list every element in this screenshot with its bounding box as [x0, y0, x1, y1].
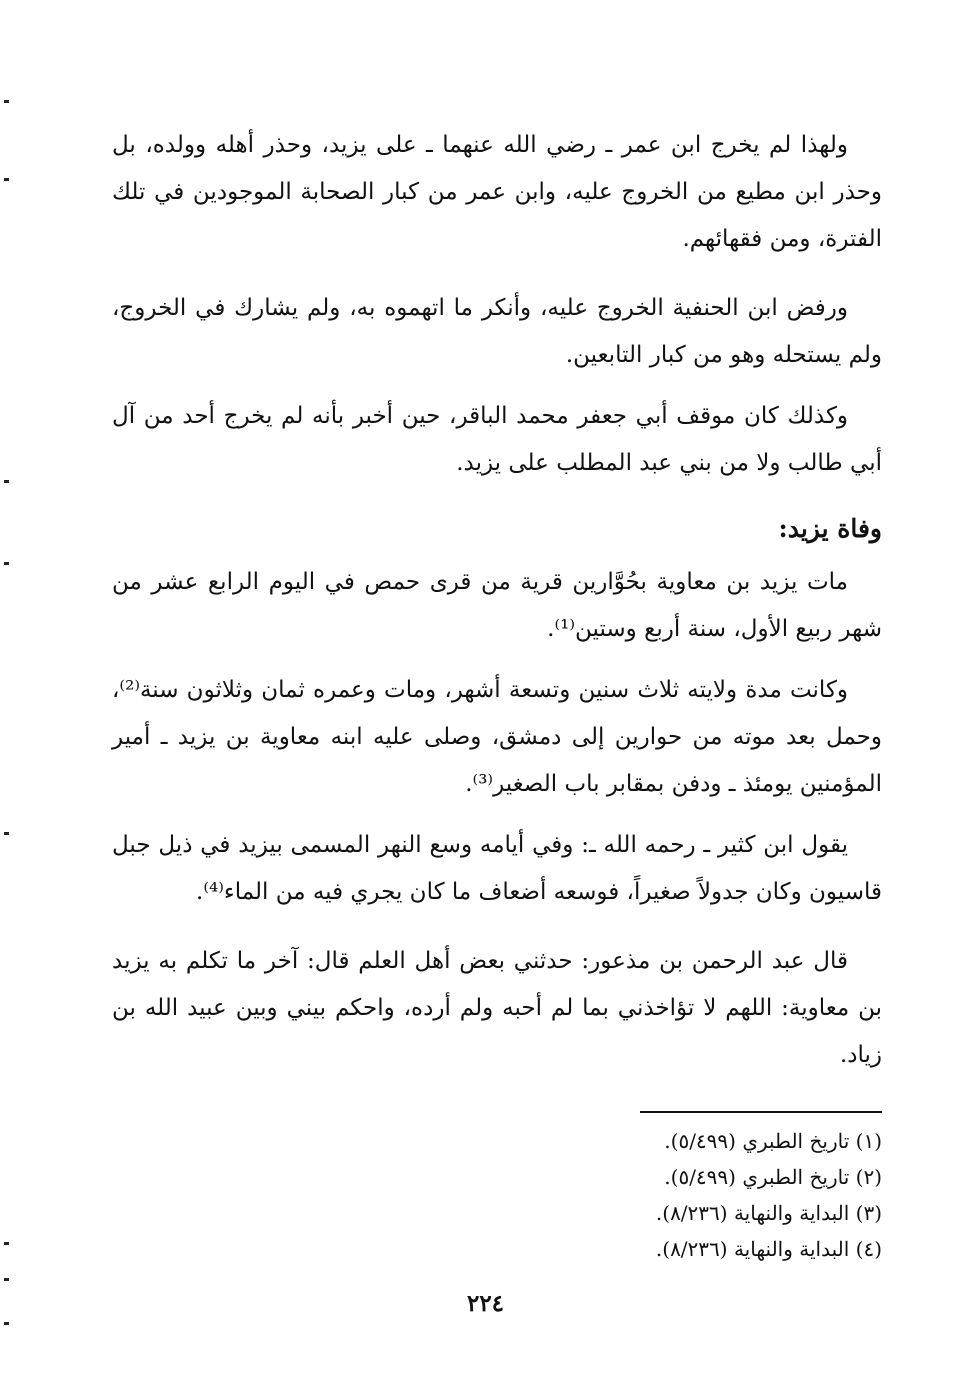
footnote: (٣) البداية والنهاية (٨/٢٣٦). [655, 1201, 882, 1225]
paragraph: مات يزيد بن معاوية بحُوَّارين قرية من قرى حمص في اليوم الرابع عشر من شهر ربيع الأول، سنة أربع وستين⁽¹⁾. [112, 569, 882, 642]
paragraph: قال عبد الرحمن بن مذعور: حدثني بعض أهل العلم قال: آخر ما تكلم به يزيد بن معاوية: اللهم لا تؤاخذني بما لم أحبه ولم أرده، واحكم بيني وبين عبيد الله بن زياد. [112, 948, 882, 1068]
paragraph: ورفض ابن الحنفية الخروج عليه، وأنكر ما اتهموه به، ولم يشارك في الخروج، ولم يستحله وهو من كبار التابعين. [112, 295, 882, 368]
scan-speck [4, 1278, 9, 1281]
scan-speck [4, 100, 9, 103]
section-heading: وفاة يزيد: [778, 514, 882, 543]
scan-speck [4, 1322, 9, 1325]
page-body [112, 122, 882, 1267]
paragraph: وكانت مدة ولايته ثلاث سنين وتسعة أشهر، ومات وعمره ثمان وثلاثون سنة⁽²⁾، وحمل بعد موته من حوارين إلى دمشق، وصلى عليه ابنه معاوية بن يزيد ـ أمير المؤمنين يومئذ ـ ودفن بمقابر باب الصغير⁽³⁾. [112, 677, 882, 797]
paragraph: وكذلك كان موقف أبي جعفر محمد الباقر، حين أخبر بأنه لم يخرج أحد من آل أبي طالب ولا من بني عبد المطلب على يزيد. [112, 403, 882, 476]
scan-speck [4, 1242, 9, 1245]
footnote: (٢) تاريخ الطبري (٥/٤٩٩). [664, 1165, 882, 1189]
footnote-separator [640, 1111, 882, 1113]
paragraph: يقول ابن كثير ـ رحمه الله ـ: وفي أيامه وسع النهر المسمى بيزيد في ذيل جبل قاسيون وكان جدولاً صغيراً، فوسعه أضعاف ما كان يجري فيه من الماء⁽⁴⁾. [112, 832, 882, 905]
footnotes [112, 1123, 882, 1267]
footnote: (٤) البداية والنهاية (٨/٢٣٦). [655, 1237, 882, 1261]
scan-speck [4, 832, 9, 835]
scan-speck [4, 178, 9, 181]
scan-speck [4, 562, 9, 565]
paragraph: ولهذا لم يخرج ابن عمر ـ رضي الله عنهما ـ على يزيد، وحذر أهله وولده، بل وحذر ابن مطيع من الخروج عليه، وابن عمر من كبار الصحابة الموجودين في تلك الفترة، ومن فقهائهم. [112, 132, 882, 252]
footnote: (١) تاريخ الطبري (٥/٤٩٩). [664, 1129, 882, 1153]
scan-speck [4, 480, 9, 483]
page-number: ٢٢٤ [466, 1290, 505, 1317]
